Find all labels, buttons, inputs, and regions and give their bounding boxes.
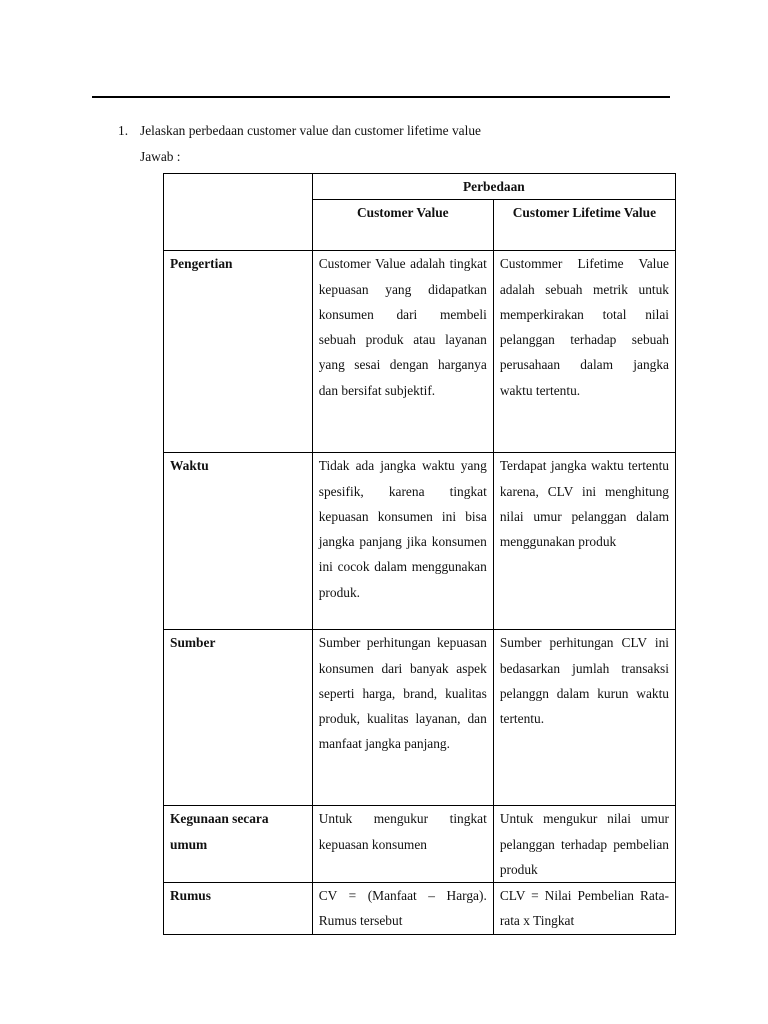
header-rule (92, 96, 670, 98)
row-label-rumus: Rumus (164, 883, 313, 935)
table-row (164, 806, 676, 883)
row-label-waktu: Waktu (164, 453, 313, 630)
cell-customer-value: CV = (Manfaat – Harga). Rumus tersebut (312, 883, 493, 935)
row-label-pengertian: Pengertian (164, 251, 313, 453)
question-1 (118, 122, 481, 140)
cell-customer-value: Customer Value adalah tingkat kepuasan yang didapatkan konsumen dari membeli sebuah produk atau layanan yang sesai dengan harganya dan bersifat subjektif. (312, 251, 493, 453)
cell-customer-lifetime-value: Custommer Lifetime Value adalah sebuah metrik untuk memperkirakan total nilai pelanggan terhadap sebuah perusahaan dalam jangka waktu tertentu. (493, 251, 675, 453)
table-header-row (164, 174, 676, 200)
row-label-kegunaan: Kegunaan secara umum (164, 806, 313, 883)
cell-customer-value: Tidak ada jangka waktu yang spesifik, karena tingkat kepuasan konsumen ini bisa jangka panjang jika konsumen ini cocok dalam menggunakan produk. (312, 453, 493, 630)
cell-customer-lifetime-value: Untuk mengukur nilai umur pelanggan terhadap pembelian produk (493, 806, 675, 883)
table-row (164, 453, 676, 630)
table-row (164, 630, 676, 806)
group-header: Perbedaan (312, 174, 675, 200)
row-label-sumber: Sumber (164, 630, 313, 806)
col-header-customer-value: Customer Value (312, 200, 493, 251)
cell-customer-value: Untuk mengukur tingkat kepuasan konsumen (312, 806, 493, 883)
table-row (164, 883, 676, 935)
cell-customer-lifetime-value: Sumber perhitungan CLV ini bedasarkan jumlah transaksi pelanggn dalam kurun waktu tertentu. (493, 630, 675, 806)
cell-customer-value: Sumber perhitungan kepuasan konsumen dari banyak aspek seperti harga, brand, kualitas produk, kualitas layanan, dan manfaat jangka panjang. (312, 630, 493, 806)
question-text: Jelaskan perbedaan customer value dan customer lifetime value (140, 123, 481, 138)
cell-customer-lifetime-value: CLV = Nilai Pembelian Rata-rata x Tingkat (493, 883, 675, 935)
cell-customer-lifetime-value: Terdapat jangka waktu tertentu karena, CLV ini menghitung nilai umur pelanggan dalam menggunakan produk (493, 453, 675, 630)
question-number: 1. (118, 123, 129, 138)
table-row (164, 251, 676, 453)
header-blank-cell (164, 174, 313, 251)
answer-label: Jawab : (140, 149, 181, 164)
comparison-table (163, 173, 676, 935)
col-header-customer-lifetime-value: Customer Lifetime Value (493, 200, 675, 251)
